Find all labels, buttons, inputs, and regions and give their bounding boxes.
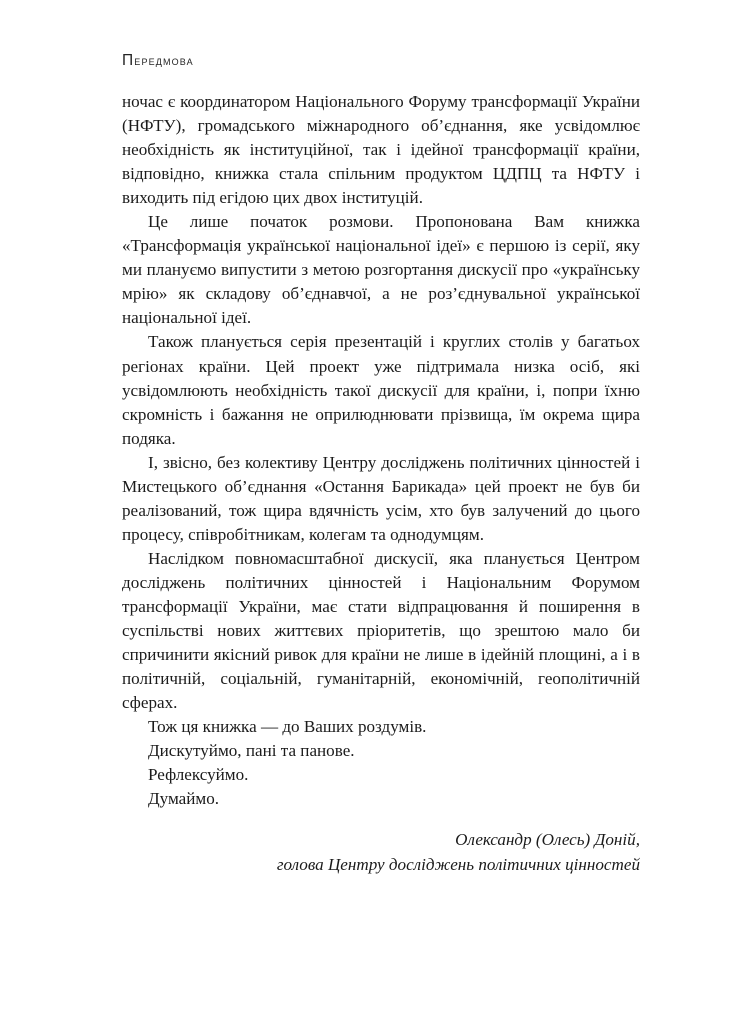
- paragraph-short: Думаймо.: [148, 789, 220, 809]
- paragraph: Також планується серія презентацій і круглих столів у багатьох регіонах країни. Цей проект уже підтримала низка осіб, які усвідомлюють необхідність такої дискусії для країни, і, попри їхню скромність і бажання не оприлюднювати прізвища, їм окрема щира подяка.: [122, 332, 640, 448]
- paragraph-continued: ночас є координатором Національного Форуму трансформації України (НФТУ), громадського міжнародного об’єднання, яке усвідомлює необхідність як інституційної, так і ідейної трансформації країни, відповідно, книжка стала спільним продуктом ЦДПЦ та НФТУ і виходить під егідою цих двох інституцій.: [122, 92, 640, 208]
- paragraph: І, звісно, без колективу Центру досліджень політичних цінностей і Мистецького об’єднання «Остання Барикада» цей проект не був би реалізований, тож щира вдячність усім, хто був залучений до цього процесу, співробітникам, колегам та однодумцям.: [122, 452, 640, 544]
- paragraph-short: Дискутуймо, пані та панове.: [148, 741, 355, 761]
- running-head: Передмова: [122, 52, 194, 69]
- paragraph: Наслідком повномасштабної дискусії, яка планується Центром досліджень політичних цінностей і Національним Форумом трансформації України, має стати відпрацювання й поширення в суспільстві нових життєвих пріоритетів, що зрештою мало би спричинити якісний ривок для країни не лише в ідейній площині, а і в політичній, соціальній, гуманітарній, економічній, геополітичній сферах.: [122, 548, 640, 713]
- paragraph-short: Тож ця книжка — до Ваших роздумів.: [148, 717, 427, 737]
- body-text-block: [122, 90, 640, 877]
- signature-name: Олександр (Олесь) Доній,: [455, 830, 640, 850]
- paragraph-short: Рефлексуймо.: [148, 765, 249, 785]
- paragraph: Це лише початок розмови. Пропонована Вам книжка «Трансформація української національної ідеї» є першою із серії, яку ми плануємо випустити з метою розгортання дискусії про «українську мрію» як складову об’єднавчої, а не роз’єднувальної української національної ідеї.: [122, 212, 640, 328]
- signature-block: [122, 827, 640, 877]
- signature-title: голова Центру досліджень політичних цінностей: [276, 855, 640, 875]
